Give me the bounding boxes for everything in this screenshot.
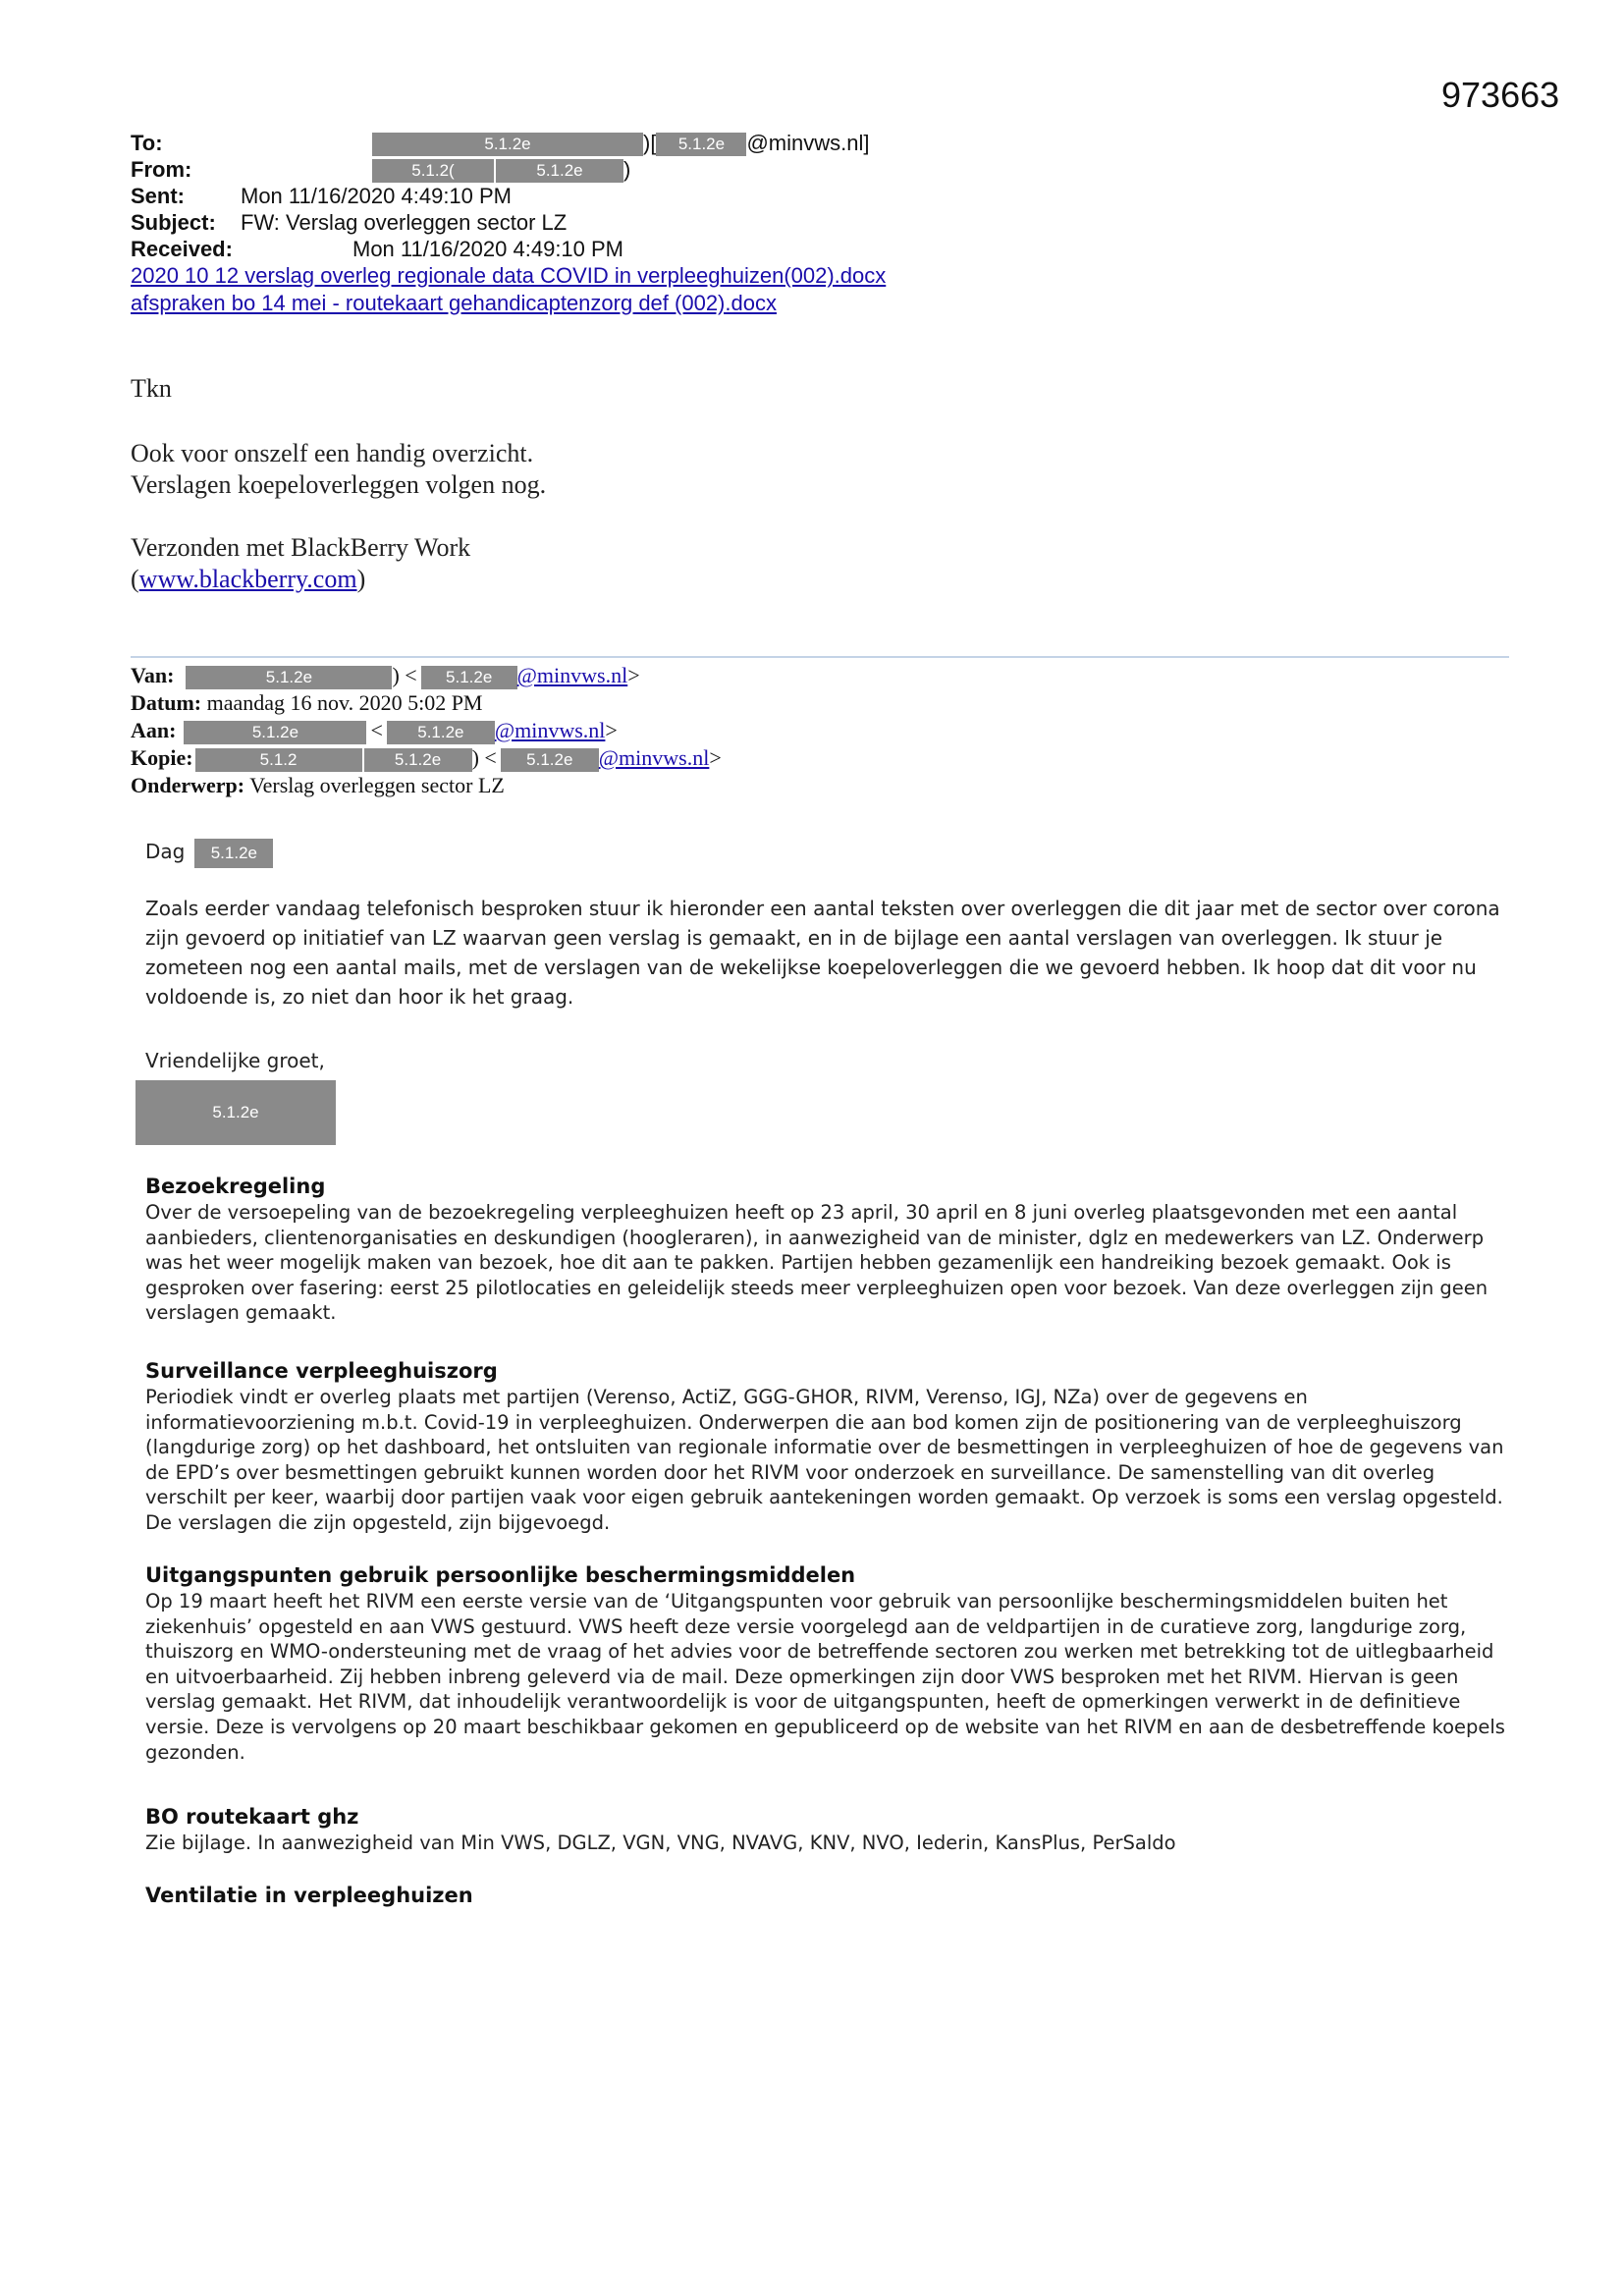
redaction-box: 5.1.2e (194, 839, 273, 868)
header-to-row (131, 130, 869, 156)
redaction-box: 5.1.2e (496, 159, 623, 183)
from-suffix: ) (623, 157, 631, 182)
kopie-mid: ) < (471, 745, 497, 770)
header-received-row (131, 236, 623, 262)
attachment-link-2[interactable] (131, 290, 777, 316)
datum-value: maandag 16 nov. 2020 5:02 PM (206, 690, 483, 715)
attachment-link-1[interactable] (131, 262, 886, 289)
aan-mid: < (370, 718, 383, 742)
received-label: Received: (131, 237, 233, 261)
to-address-suffix: @minvws.nl] (746, 131, 870, 155)
section-body-surveillance: Periodiek vindt er overleg plaats met partijen (Verenso, ActiZ, GGG-GHOR, RIVM, Verenso, IGJ, NZa) over de gegevens en informatievoorziening m.b.t. Covid-19 in verpleeghuizen. Onderwerpen die aan bod komen zijn de positionering van de verpleeghuiszorg (langdurige zorg) op het dashboard, het ontsluiten van regionale informatie over de besmettingen in verpleeghuizen of hoe de gegevens van de EPD’s over besmettingen gebruikt kunnen worden door het RIVM voor onderzoek en surveillance. De samenstelling van dit overleg verschilt per keer, waarbij door partijen vaak voor eigen gebruik aantekeningen worden gemaakt. Op verzoek is soms een verslag opgesteld. De verslagen die zijn opgesteld, zijn bijgevoegd. (145, 1386, 1504, 1534)
redaction-box: 5.1.2e (421, 666, 517, 689)
redaction-box: 5.1.2e (184, 721, 366, 744)
redaction-box: 5.1.2e (501, 748, 599, 772)
message-line-overzicht: Ook voor onszelf een handig overzicht. (131, 439, 534, 467)
to-label: To: (131, 131, 163, 155)
greeting-text: Dag (145, 840, 186, 863)
received-value: Mon 11/16/2020 4:49:10 PM (352, 237, 624, 261)
to-separator: )[ (643, 131, 657, 155)
blackberry-link[interactable]: www.blackberry.com (138, 565, 357, 593)
section-title-pbm: Uitgangspunten gebruik persoonlijke beschermingsmiddelen (145, 1563, 856, 1587)
paren-close: ) (356, 565, 366, 593)
subject-value: FW: Verslag overleggen sector LZ (241, 210, 568, 235)
attachment-2-text[interactable]: afspraken bo 14 mei - routekaart gehandicaptenzorg def (002).docx (131, 291, 777, 315)
header-sent-row (131, 183, 512, 209)
redaction-box: 5.1.2e (656, 133, 746, 156)
van-end: > (627, 663, 640, 687)
section-title-ventilatie: Ventilatie in verpleeghuizen (145, 1884, 473, 1907)
section-body-pbm: Op 19 maart heeft het RIVM een eerste versie van de ‘Uitgangspunten voor gebruik van persoonlijke beschermingsmiddelen buiten het ziekenhuis’ opgesteld en aan VWS gestuurd. VWS heeft deze versie voorgelegd aan de veldpartijen in de curatieve zorg, langdurige zorg, thuiszorg en WMO-ondersteuning met de vraag of het advies voor de betreffende sectoren zou werken met betrekking tot de uitlegbaarheid en uitvoerbaarheid. Zij hebben inbreng geleverd via de mail. Deze opmerkingen zijn door VWS besproken met het RIVM. Hiervan is geen verslag gemaakt. Het RIVM, dat inhoudelijk verantwoordelijk is voor de uitgangspunten, heeft de opmerkingen verwerkt in de definitieve versie. Deze is vervolgens op 20 maart beschikbaar gekomen en gepubliceerd op de website van het RIVM en aan de desbetreffende koepels gezonden. (145, 1590, 1505, 1764)
kopie-end: > (709, 745, 722, 770)
datum-label: Datum: (131, 690, 202, 715)
onderwerp-value: Verslag overleggen sector LZ (249, 773, 505, 797)
section-title-surveillance: Surveillance verpleeghuiszorg (145, 1359, 498, 1383)
header-subject-row (131, 209, 567, 236)
orig-aan-row (131, 717, 618, 744)
redaction-box: 5.1.2( (372, 159, 494, 183)
redaction-box: 5.1.2 (195, 748, 362, 772)
van-label: Van: (131, 663, 175, 687)
section-title-bo-routekaart: BO routekaart ghz (145, 1805, 359, 1829)
greeting-row (145, 837, 273, 868)
document-id: 973663 (1441, 75, 1560, 115)
paren-open: ( (131, 565, 139, 593)
redaction-box: 5.1.2e (186, 666, 392, 689)
redaction-box: 5.1.2e (372, 133, 643, 156)
aan-end: > (605, 718, 618, 742)
intro-paragraph: Zoals eerder vandaag telefonisch besproken stuur ik hieronder een aantal teksten over overleggen die dit jaar met de sector over corona zijn gevoerd op initiatief van LZ waarvan geen verslag is gemaakt, en in de bijlage een aantal verslagen van overleggen. Ik stuur je zometeen nog een aantal mails, met de verslagen van de wekelijkse koepeloverleggen die we gevoerd hebben. Ik hoop dat dit voor nu voldoende is, zo niet dan hoor ik het graag. (145, 897, 1500, 1009)
blackberry-link-row (131, 564, 365, 595)
message-line-blackberry: Verzonden met BlackBerry Work (131, 533, 471, 562)
aan-email-link[interactable]: @minvws.nl (494, 718, 606, 742)
message-divider (131, 656, 1509, 658)
kopie-email-link[interactable]: @minvws.nl (598, 745, 710, 770)
van-email-link[interactable]: @minvws.nl (516, 663, 628, 687)
orig-datum-row (131, 689, 483, 717)
sent-value: Mon 11/16/2020 4:49:10 PM (241, 184, 513, 208)
signature-redaction: 5.1.2e (135, 1080, 336, 1145)
aan-label: Aan: (131, 718, 177, 742)
van-mid: ) < (392, 663, 417, 687)
onderwerp-label: Onderwerp: (131, 773, 245, 797)
closing-text: Vriendelijke groet, (145, 1049, 325, 1072)
redaction-box: 5.1.2e (364, 748, 472, 772)
sent-label: Sent: (131, 184, 185, 208)
kopie-label: Kopie: (131, 745, 193, 770)
orig-van-row (131, 662, 640, 689)
header-from-row (131, 156, 630, 183)
orig-onderwerp-row (131, 772, 505, 799)
from-label: From: (131, 157, 192, 182)
message-line-tkn: Tkn (131, 374, 172, 403)
section-body-bo-routekaart: Zie bijlage. In aanwezigheid van Min VWS, DGLZ, VGN, VNG, NVAVG, KNV, NVO, Iederin, KansPlus, PerSaldo (145, 1831, 1176, 1854)
attachment-1-text[interactable]: 2020 10 12 verslag overleg regionale data COVID in verpleeghuizen(002).docx (131, 263, 887, 288)
orig-kopie-row (131, 744, 722, 772)
message-line-verslagen: Verslagen koepeloverleggen volgen nog. (131, 470, 547, 499)
subject-label: Subject: (131, 210, 216, 235)
section-title-bezoekregeling: Bezoekregeling (145, 1175, 326, 1198)
redaction-box: 5.1.2e (387, 721, 495, 744)
section-body-bezoekregeling: Over de versoepeling van de bezoekregeling verpleeghuizen heeft op 23 april, 30 april en 8 juni overleg plaatsgevonden met een aantal aanbieders, clientenorganisaties en deskundigen (hoogleraren), in aanwezigheid van de minister, dglz en medewerkers van LZ. Onderwerp was het weer mogelijk maken van bezoek, hoe dit aan te pakken. Partijen hebben gezamenlijk een handreiking bezoek gemaakt. Ook is gesproken over fasering: eerst 25 pilotlocaties en geleidelijk steeds meer verpleeghuizen open voor bezoek. Van deze overleggen zijn geen verslagen gemaakt. (145, 1201, 1489, 1325)
